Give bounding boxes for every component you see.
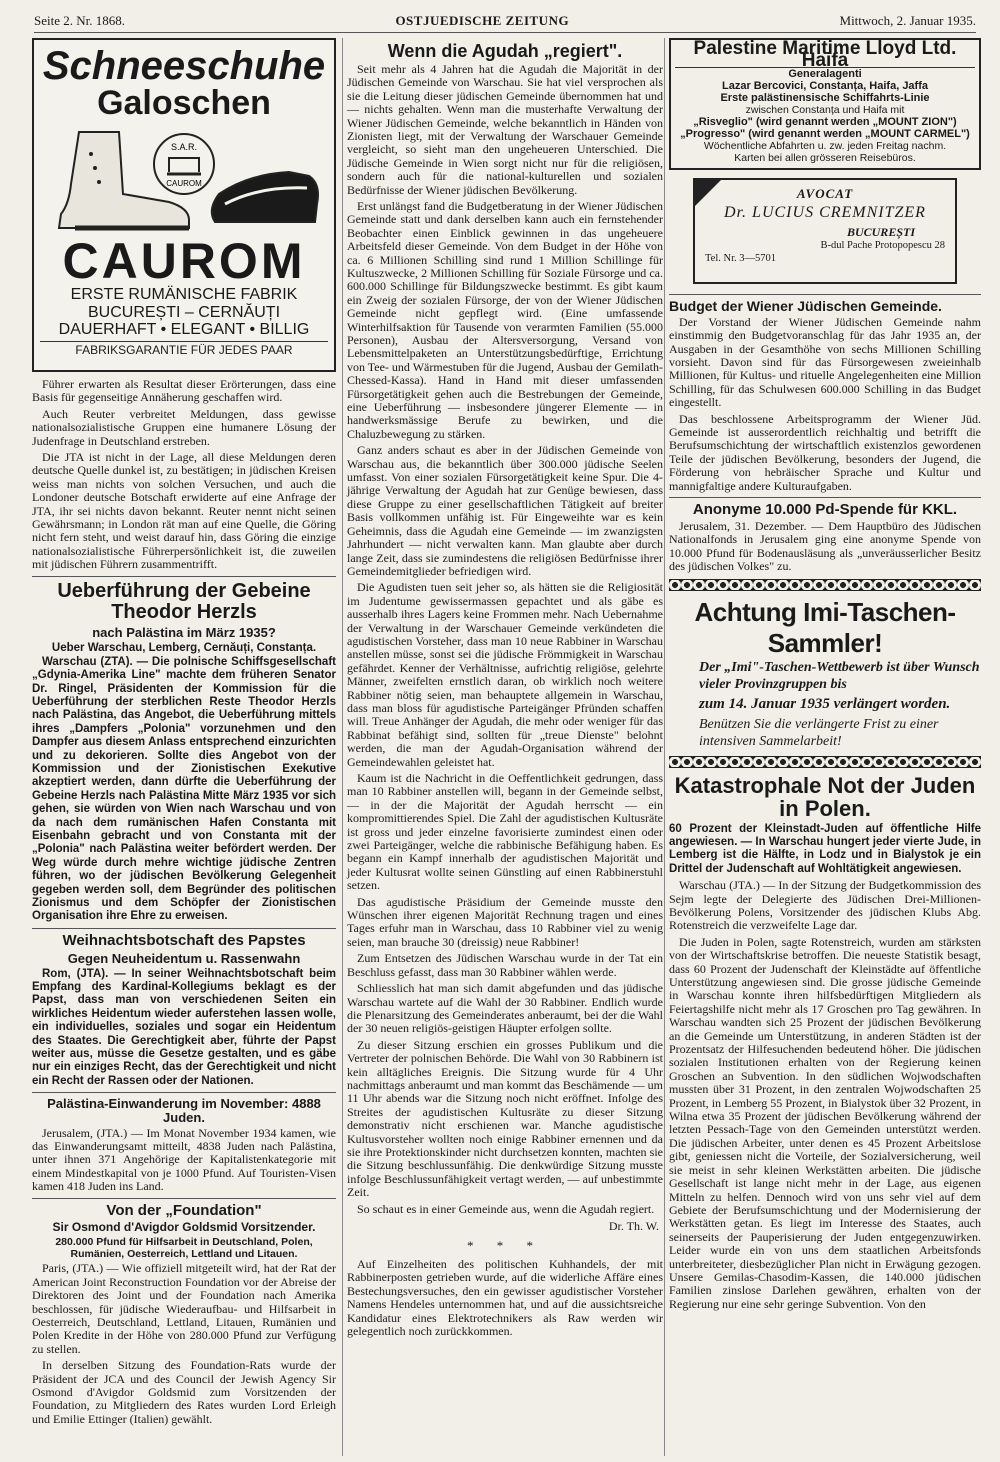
- text-paragraph: Jerusalem, 31. Dezember. — Dem Hauptbüro des Jüdischen Nationalfonds in Jerusalem ging eine anonyme Spende von 10.000 Pfund für Bodenausläsung als „unveräusserlicher Besitz des jüdischen Volkes" zu.: [669, 518, 981, 573]
- text-paragraph: Kaum ist die Nachricht in die Oeffentlichkeit gedrungen, dass man 10 Rabbiner anstellen will, begann in der Gemeinde selbst, — in der die Majorität der Agudah herrscht — ein kompromittierendes Spiel. Die Zahl der agudistischen Kultusräte ist gross und jeder einzelne favorisierte zumindest einen oder zwei Parteigänger, welche die rabbinische Befähigung haben. Es begann ein Kampf innerhalb der agudistischen Majorität und jeder Kultusrat wollte seinen Günstling auf einen Rabbinerstuhl setzen.: [347, 771, 663, 893]
- ad-caurom-line4: FABRIKSGARANTIE FÜR JEDES PAAR: [40, 341, 328, 357]
- text-paragraph: In derselben Sitzung des Foundation-Rats wurde der Präsident der JCA und des Council der Jewish Agency Sir Osmond d'Avigdor Goldsmid zum Vorsitzenden der Foundation, zu Mitgliedern des Rates wurden Lord Erleigh und Emilie Ettinger (Italien) gewählt.: [32, 1358, 336, 1426]
- subhead-katastrophe: 60 Prozent der Kleinstadt-Juden auf öffentliche Hilfe angewiesen. — In Warschau hungert jeder vierte Jude, in Lemberg ist die Hälfte, in Lodz und in Bialystok je ein Drittel der Judenschaft auf Wohltätigkeit angewiesen.: [669, 822, 981, 875]
- headline-foundation: Von der „Foundation": [106, 1201, 262, 1219]
- text-paragraph: Ganz anders schaut es aber in der Jüdischen Gemeinde von Warschau aus, die bekanntlich über 300.000 jüdische Seelen umfasst. Von einer sozialen Fürsorgetätigkeit keine Spur. Die 4-jährige Verwaltung der Agudah hat zur Genüge bewiesen, dass diese Gruppe zu einer gesellschaftlichen Tätigkeit auf breiter Basis vollkommen unfähig ist. Für Eingeweihte war es kein Geheimnis, dass die Agudah eine Gemeinde — im zwanzigsten Jahrhundert — nicht verwalten kann. Man glaubte aber durch lange Zeit, dass sie zumindestens die religiösen Bedürfnisse ihrer Gemeindemitglieder befriedigen wird.: [347, 443, 663, 578]
- text-paragraph: Das beschlossene Arbeitsprogramm der Wiener Jüd. Gemeinde ist ausserordentlich reichhaltig und betrifft die Berufsumschichtung der wirtschaftlich existenzlos gewordenen Teile der jüdischen Bevölkerung, besonders der Jugend, die Förderung von hebräischer Sprache und Kultur und mannigfaltige andere Kulturaufgaben.: [669, 411, 981, 493]
- text-paragraph: Das agudistische Präsidium der Gemeinde musste den Wünschen ihrer eigenen Majorität Rechnung tragen und eines Tages erfuhr man in Warschau, dass 10 Rabbiner viel zu wenig seien, man brauche 30 (dreissig) neue Rabbiner!: [347, 894, 663, 949]
- ad-imi-line1: Der „Imi"-Taschen-Wettbewerb ist über Wunsch vieler Provinzgruppen bis: [699, 660, 980, 693]
- ad-lloyd-name: Palestine Maritime Lloyd Ltd. Haifa: [675, 43, 975, 68]
- subhead-foundation: Sir Osmond d'Avigdor Goldsmid Vorsitzender.: [52, 1220, 316, 1235]
- text-paragraph: Erst unlängst fand die Budgetberatung in der Wiener Jüdischen Gemeinde statt und dank derselben kann auch ein fernstehender Beobachter einen Einblick gewinnen in das ungeheuere Arbeitsfeld dieser Gemeinde. Von dem Budget in der Höhe von ca. 6 Millionen Schilling sind rund 1 Million Schillinge für Kultuszwecke, 2 Millionen Schilling für Soziale Fürsorge und ca. 600.000 Schillinge für Bildungszwecke bestimmt. Es gibt kaum ein Zweig der sozialen Fürsorge, der von der Wiener Jüdischen Gemeinde nicht gepflegt wird. (Eine umfassende Winterhilfsaktion für Tausende von verarmten Familien (55.000 Personen), Ausbau der Altersversorgung, Versand von Lebensmittelpaketen an Unterstützungsbedürftige, Errichtung von Tee- und Wärmestuben für die Jugend, Ausbau der Gemilath-Chessed-Kassa). Hand in Hand mit dieser umfassenden Fürsorgetätigkeit gehen auch die Bestrebungen der Gemeinde, eine Ueberführung — insbesondere jüngerer Elemente — in handwerksmässige Berufe zu bewirken, und die Chaluzbewegung zu stärken.: [347, 198, 663, 441]
- ad-lloyd-l8: Karten bei allen grösseren Reisebüros.: [734, 152, 916, 164]
- headline-kkl: Anonyme 10.000 Pd-Spende für KKL.: [692, 500, 958, 518]
- header-date: Mittwoch, 2. Januar 1935.: [839, 13, 976, 28]
- ad-caurom-title2: Galoschen: [97, 84, 271, 122]
- ad-avocat-name: Dr. LUCIUS CREMNITZER: [724, 204, 926, 221]
- ad-imi-title: Achtung Imi-Taschen-Sammler!: [694, 597, 956, 659]
- seal-bottom-text: CAUROM: [166, 179, 202, 188]
- ad-imi-line2: zum 14. Januar 1935 verlängert worden.: [699, 696, 951, 713]
- ad-avocat-tel: Tel. Nr. 3—5701: [705, 253, 777, 264]
- text-paragraph: Warschau (JTA.) — In der Sitzung der Budgetkommission des Sejm legte der Delegierte des Jüdischen Drei-Millionen-Bevölkerung Polens, Vorsitzender des jüdischen Klubs Abg. Rotenstreich die verzweifelte Lage dar.: [669, 878, 981, 933]
- text-paragraph: Rom, (JTA). — In seiner Weihnachtsbotschaft beim Empfang des Kardinal-Kollegiums beklagt es der Papst, dass man von verschiedenen Seiten ein wirkliches Heidentum wieder auferstehen lassen wolle, ein individuelles, soziales und sogar ein Heidentum des Staates. Die Gerechtigkeit aber, führte der Papst weiter aus, müsse die Gesetze gestalten, und es gäbe nur ein einziges Recht, das der Gerechtigkeit und nicht ein Recht der Rassen oder der Nationen.: [32, 967, 336, 1087]
- subhead-papst: Gegen Neuheidentum u. Rassenwahn: [67, 950, 301, 966]
- text-paragraph: Auch Reuter verbreitet Meldungen, dass gewisse nationalsozialistische Gruppen eine humanere Lösung der Judenfrage in Deutschland erstreben.: [32, 406, 336, 448]
- headline-einwanderung: Palästina-Einwanderung im November: 4888 Juden.: [47, 1096, 321, 1125]
- headline-budget: Budget der Wiener Jüdischen Gemeinde.: [669, 298, 942, 314]
- text-paragraph: Führer erwarten als Resultat dieser Erörterungen, dass eine Basis für gegenseitige Annäherung geschaffen wird.: [32, 377, 336, 405]
- corner-ornament-icon: [695, 180, 721, 206]
- column-2: [342, 38, 663, 1456]
- ad-lloyd-l2: Lazar Bercovici, Constanța, Haifa, Jaffa: [721, 80, 928, 92]
- page-header: [34, 10, 976, 33]
- ad-lloyd-l7: Wöchentliche Abfahrten u. zw. jeden Freitag nachm.: [703, 140, 947, 152]
- ad-lloyd-l5: „Risveglio" (wird genannt werden „MOUNT ZION"): [693, 116, 957, 128]
- ad-caurom-brand: CAUROM: [62, 233, 306, 289]
- text-paragraph: Die JTA ist nicht in der Lage, all diese Meldungen deren deutsche Quelle dunkel ist, zu bestätigen; in jüdischen Kreisen weiss man nichts von solchen Versuchen, und auch die Londoner deutsche Botschaft erwiderte auf eine Anfrage der JTA, ihr sei nichts davon bekannt. Reuter nennt nicht seinen Gewährsmann; in London rät man auf eine Quelle, die Göring nicht fern steht, und weist darauf hin, dass Göring die einzige nationalsozialistische Führerpersönlichkeit ist, die zuweilen mit jüdischen Führern zusammentrifft.: [32, 450, 336, 572]
- text-paragraph: Auf Einzelheiten des politischen Kuhhandels, der mit Rabbinerposten getrieben wurde, auf die widerliche Affäre eines Bestechungsversuches, den ein gewisser agudistischer Vorsteher Namens Hendeles unternommen hat, und auf die aussichtsreiche Kandidatur eines Elektrotechnikers als Raw werden wir gelegentlich noch zurückkommen.: [347, 1257, 663, 1339]
- ad-lloyd-l1: Generalagenti: [788, 68, 862, 80]
- ad-avocat-title: AVOCAT: [796, 186, 854, 201]
- ornament-border: [669, 579, 981, 591]
- text-paragraph: Paris, (JTA.) — Wie offiziell mitgeteilt wird, hat der Rat der American Joint Reconstruction Foundation vor der Abreise der Direktoren des Joint und der Foundation nach Amerika beschlossen, für jüdische Wiederaufbau- und Hilfsarbeit in Oesterreich, Deutschland, Lettland, Litauen, Rumänien und Polen Kredite in der Höhe von 280.000 Pfund zur Verfügung zu stellen.: [32, 1261, 336, 1356]
- headline-agudah: Wenn die Agudah „regiert".: [387, 41, 623, 61]
- ad-caurom-line3: DAUERHAFT • ELEGANT • BILLIG: [58, 321, 310, 339]
- masthead: OSTJUEDISCHE ZEITUNG: [395, 13, 570, 28]
- column-3: [664, 38, 981, 1456]
- headline-herzl: Ueberführung der Gebeine Theodor Herzls: [57, 579, 311, 623]
- text-paragraph: Warschau (ZTA). — Die polnische Schiffsgesellschaft „Gdynia-Amerika Line" machte dem früheren Senator Dr. Ringel, Präsidenten der Kommission für die Ueberführung der sterblichen Reste Theodor Herzls nach Palästina, das Angebot, die Ueberführung mittels ihres „Dampfers „Polonia" vorzunehmen und den Dampfer aus diesem Anlass entsprechend einzurichten und zu dekorieren. Sollte dies Angebot von der Kommission und der Zionistischen Exekutive akzeptiert werden, dann dürfte die Ueberführung der Gebeine Herzls nach Palästina Mitte März 1935 vor sich gehen, sie würden von Wien nach Warschau und von da nach dem rumänischen Hafen Constanta mit Eisenbahn gebracht und von Constanta mit der „Polonia" nach Palästina weiter befördert werden. Der Weg würde durch mehre wichtige jüdische Zentren führen, wo der jüdischen Bevölkerung Gelegenheit gegeben werden soll, dem Begründer des politischen Zionismus und dem Schöpfer der Zionistischen Organisation ihre Ehre zu erweisen.: [32, 655, 336, 923]
- subhead-herzl: nach Palästina im März 1935?: [92, 624, 276, 640]
- section-stars: * * *: [467, 1238, 543, 1254]
- shoes-illustration: [39, 124, 329, 234]
- subhead-foundation-2: 280.000 Pfund für Hilfsarbeit in Deutschland, Polen, Rumänien, Oesterreich, Lettland und Litauen.: [55, 1236, 313, 1261]
- ad-avocat-address: B-dul Pache Protopopescu 28: [820, 240, 945, 251]
- subhead-herzl-route: Ueber Warschau, Lemberg, Cernăuți, Constanța.: [51, 641, 317, 654]
- ad-caurom-line2: BUCUREȘTI – CERNĂUȚI: [87, 303, 281, 321]
- text-paragraph: Schliesslich hat man sich damit abgefunden und das jüdische Warschau wartete auf die Wahl der 30 Rabbiner. Endlich wurde die Plenarsitzung des Gemeinderates anberaumt, bei der die Wahl der 30 neuen religiös-geistigen Häupter erfolgen sollte.: [347, 981, 663, 1036]
- text-paragraph: Die Agudisten tuen seit jeher so, als hätten sie die Religiosität im Judentume gewissermassen gepachtet und als gäbe es ausserhalb ihres Lagers keine Frommen mehr. Nach Uebernahme der Verwaltung in der Warschauer Gemeinde verkündeten die agudistischen Vorsteher, dass man 10 neue Rabbiner in Warschau anstellen müsse, sonst sei die jüdische Frömmigkeit in Warschau gefährdet. Kenner der Verhältnisse, aufrichtig religiöse, gelehrte Männer, zweifelten ernstlich daran, ob wirklich noch weitere Rabbiner nötig seien, man behauptete allgemein in Warschau, dass man bloss für agudistische Parteigänger Pfründen schaffen will. Treue Anhänger der Agudah, die mehr oder weniger für das Rabbinat befähigt sind, sollten für „treue Dienste" belohnt werden, die man der Agudah-Organisation während der Gemeindewahlen geleistet hat.: [347, 580, 663, 769]
- headline-papst: Weihnachtsbotschaft des Papstes: [62, 931, 306, 949]
- text-paragraph: Die Juden in Polen, sagte Rotenstreich, wurden am stärksten von der Wirtschaftskrise betroffen. Die neueste Statistik besagt, dass 60 Prozent der Judenschaft der Kleinstädte auf öffentliche Unterstützung angewiesen sind. Die grosse jüdische Gemeinde in Warschau konnte ihren hilfsbedürftigen Mitgliedern als Feiertagshilfe nicht mehr als 17 Groschen pro Tag gewähren. In Warschau wandten sich 25 Prozent der jüdischen Bevölkerung an die Gemeinde um Unterstützung, in anderen Städten ist der Prozentsatz der Hilfesuchenden bedeutend höher. Die jüdischen sozialen Institutionen erhalten von der Regierung keinen Groschen an Subvention. In den südlichen Wojwodschaften mussten über 31 Prozent, in den zentralen Wojwodschaften 25 Prozent, in Lemberg 55 Prozent, in Bialystok über 32 Prozent, in Wilna etwa 35 Prozent der jüdischen Bevölkerung während der letzten Pessach-Tage von den Gemeinden unterstützt werden. Die jüdischen Arbeiter, unter denen es 45 Prozent Arbeitslose gibt, geniessen nicht die Vorteile, der Sozialversicherung, weil sie meist in sehr kleinen Werkstätten arbeiten. Die jüdische Gesellschaft ist lange nicht mehr in der Lage, aus eigenen Mitteln zu helfen. Dennoch wird von uns sehr viel auf dem Gebiete der Berufsumschichtung und der Modernisierung der Werkstätten getan. Es liegt im Interesse des Staates, auch seinerseits der Pauperisierung der Juden entgegenzuwirken. Leider wurde ein von uns dem staatlichen Arbeitsfonds unterbreiteter, diesbezüglicher Plan nicht in Erwägung gezogen. Unsere Gemilas-Chasodim-Kassen, die 140.000 jüdischen Familien zinslose Darlehen gewähren, erhalten von der Regierung nur eine sehr geringe Subvention. Von den: [669, 934, 981, 1311]
- ad-caurom-title1: Schneeschuhe: [42, 44, 326, 88]
- ad-caurom-line1: ERSTE RUMÄNISCHE FABRIK: [70, 286, 298, 303]
- galosh-icon: [212, 172, 318, 222]
- text-paragraph: Seit mehr als 4 Jahren hat die Agudah die Majorität in der Jüdischen Gemeinde von Warschau. Sie hat viel versprochen als sie die Leitung dieser jüdischen Gemeinde übernommen hat und — nichts gehalten. Wenn man die musterhafte Verwaltung der Wiener Jüdischen Gemeinde, welche bekanntlich in Händen von Zionisten liegt, mit der Verwaltung der Warschauer Gemeinde vergleicht, so sieht man den ungeheueren Unterschied. Die Jüdische Gemeinde in Wien sorgt nicht nur für die religiösen, sondern auch für die national-kulturellen und sozialen Bedürfnisse der Wiener jüdischen Bevölkerung.: [347, 61, 663, 197]
- header-page-number: Seite 2. Nr. 1868.: [34, 13, 125, 28]
- ad-avocat: [693, 178, 957, 284]
- headline-katastrophe: Katastrophale Not der Juden in Polen.: [674, 773, 976, 822]
- text-paragraph: Zu dieser Sitzung erschien ein grosses Publikum und die Vertreter der polnischen Behörde. Die Wahl von 30 Rabbinern ist kein alltägliches Ereignis. Die Sitzung wurde für 4 Uhr nachmittags anberaumt und man kommt das Beschämende — um 11 Uhr abends war die Sitzung noch nicht eröffnet. Infolge des Streites der agudistischen Kultusräte zu dieser Sitzung demonstrativ nicht erschienen war. Manche agudistische Kultusvorsteher wollten noch einige Rabbiner ernennen und da sie ihre Protektionskinder nicht durchsetzen konnten, machten sie die Sitzung beschlussunfähig. Die denkwürdige Sitzung musste infolge Beschlussunfähigkeit vertagt werden, — auf unbestimmte Zeit.: [347, 1037, 663, 1200]
- ad-lloyd: [669, 38, 981, 170]
- ornament-border: [669, 756, 981, 768]
- ad-lloyd-l4: zwischen Constanța und Haifa mit: [745, 104, 905, 116]
- ad-lloyd-l6: „Progresso" (wird genannt werden „MOUNT CARMEL"): [680, 128, 970, 140]
- author-signature: Dr. Th. W.: [608, 1219, 659, 1234]
- ad-imi-line3: Benützen Sie die verlängerte Frist zu einer intensiven Sammelarbeit!: [699, 717, 939, 750]
- text-paragraph: Zum Entsetzen des Jüdischen Warschau wurde in der Tat ein Beschluss gefasst, dass man 30 Rabbiner wählen werde.: [347, 951, 663, 979]
- ad-lloyd-l3: Erste palästinensische Schiffahrts-Linie: [720, 92, 930, 104]
- ad-avocat-city: BUCUREȘTI: [846, 225, 915, 239]
- ad-imi: [669, 597, 981, 750]
- text-paragraph: Jerusalem, (JTA.) — Im Monat November 1934 kamen, wie das Einwanderungsamt mitteilt, 4838 Juden nach Palästina, unter ihnen 371 Angehörige der Kapitalistenkategorie mit einem Mindestkapital von je 1000 Pfund. Auf Touristen-Visen kamen 418 Juden ins Land.: [32, 1125, 336, 1194]
- column-1: [32, 38, 336, 1456]
- text-paragraph: So schaut es in einer Gemeinde aus, wenn die Agudah regiert.: [357, 1201, 655, 1216]
- seal-top-text: S.A.R.: [170, 142, 198, 152]
- text-paragraph: Der Vorstand der Wiener Jüdischen Gemeinde nahm einstimmig den Budgetvoranschlag für das Jahr 1935 an, der Ausgaben in der Gesamthöhe von sechs Millionen Schilling vorsieht. Davon sind für das Fürsorgewesen zweieinhalb Millionen, für Kultus- und rituelle Angelegenheiten eine Million Schilling, für das Schulwesen 600.000 Schilling in das Budget eingestellt.: [669, 314, 981, 410]
- ad-caurom: [32, 38, 336, 372]
